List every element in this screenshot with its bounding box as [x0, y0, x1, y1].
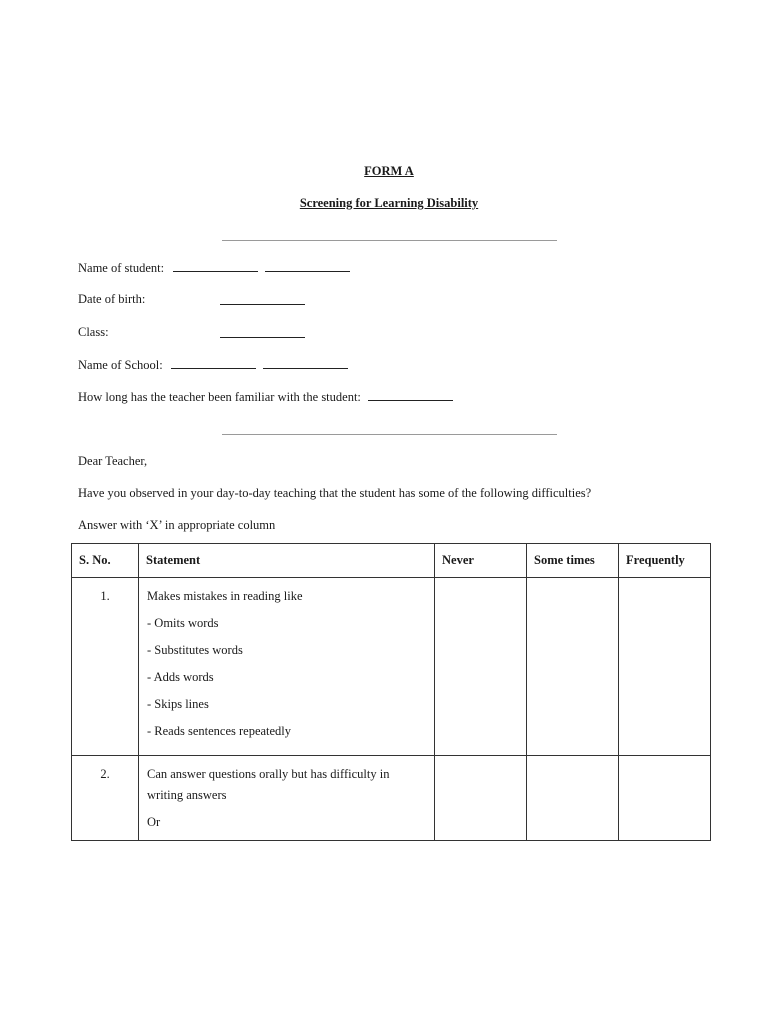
- header-statement: Statement: [139, 544, 435, 578]
- student-name-blank-1[interactable]: [173, 260, 258, 272]
- class-label: Class:: [78, 325, 109, 339]
- school-name-blank-1[interactable]: [171, 357, 256, 369]
- table-row: [72, 578, 711, 756]
- table-row: [72, 756, 711, 841]
- statement-line: - Skips lines: [147, 697, 209, 711]
- class-blank[interactable]: [220, 326, 305, 338]
- student-name-field: [78, 260, 350, 276]
- header-sno: S. No.: [72, 544, 139, 578]
- dob-field: [78, 292, 145, 307]
- row-frequently-cell[interactable]: [619, 578, 711, 756]
- row-never-cell[interactable]: [435, 578, 527, 756]
- instruction-text: Answer with ‘X’ in appropriate column: [78, 518, 276, 532]
- separator-bottom: [222, 434, 557, 435]
- familiarity-blank[interactable]: [368, 389, 453, 401]
- table-header-row: [72, 544, 711, 578]
- row-some-times-cell[interactable]: [527, 578, 619, 756]
- statement-line: Or: [147, 815, 161, 829]
- statement-line: - Adds words: [147, 670, 214, 684]
- familiarity-field: [78, 389, 453, 405]
- screening-table: [71, 543, 711, 841]
- statement-line: - Reads sentences repeatedly: [147, 724, 292, 738]
- dob-label: Date of birth:: [78, 292, 146, 306]
- statement-line: Can answer questions orally but has difficulty in: [147, 767, 390, 781]
- header-some-times: Some times: [527, 544, 619, 578]
- school-name-blank-2[interactable]: [263, 357, 348, 369]
- row-statement: [139, 756, 435, 841]
- school-name-field: [78, 357, 348, 373]
- row-sno: 1.: [72, 578, 139, 756]
- statement-line: - Substitutes words: [147, 643, 243, 657]
- form-title: FORM A: [364, 164, 414, 178]
- row-statement: [139, 578, 435, 756]
- statement-line: - Omits words: [147, 616, 219, 630]
- header-frequently: Frequently: [619, 544, 711, 578]
- greeting: Dear Teacher,: [78, 454, 148, 468]
- separator-top: [222, 240, 557, 241]
- familiarity-label: How long has the teacher been familiar with the student:: [78, 390, 361, 404]
- header-never: Never: [435, 544, 527, 578]
- statement-line: writing answers: [147, 788, 227, 802]
- student-name-blank-2[interactable]: [265, 260, 350, 272]
- class-field: [78, 325, 109, 340]
- student-name-label: Name of student:: [78, 261, 165, 275]
- statement-line: Makes mistakes in reading like: [147, 589, 303, 603]
- school-name-label: Name of School:: [78, 358, 163, 372]
- row-never-cell[interactable]: [435, 756, 527, 841]
- dob-blank[interactable]: [220, 293, 305, 305]
- row-some-times-cell[interactable]: [527, 756, 619, 841]
- question-text: Have you observed in your day-to-day teaching that the student has some of the following difficulties?: [78, 486, 592, 500]
- form-subtitle: Screening for Learning Disability: [299, 196, 479, 210]
- row-sno: 2.: [72, 756, 139, 841]
- row-frequently-cell[interactable]: [619, 756, 711, 841]
